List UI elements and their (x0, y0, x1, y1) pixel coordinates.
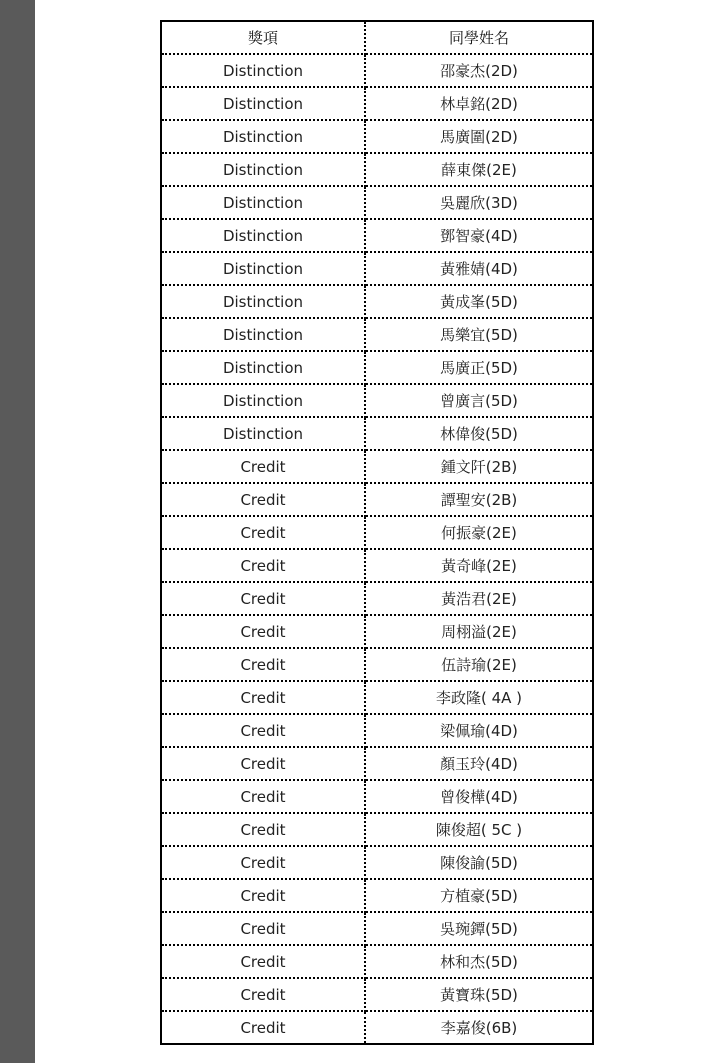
table-body (161, 54, 593, 1044)
student-name-cell: 顏玉玲(4D) (365, 747, 593, 780)
table-row (161, 1011, 593, 1044)
student-name-cell: 吳麗欣(3D) (365, 186, 593, 219)
table-row (161, 714, 593, 747)
table-row (161, 87, 593, 120)
left-sidebar-bar (0, 0, 35, 1063)
student-name-cell: 何振豪(2E) (365, 516, 593, 549)
table-row (161, 615, 593, 648)
student-name-cell: 鍾文阡(2B) (365, 450, 593, 483)
student-name-cell: 曾廣言(5D) (365, 384, 593, 417)
table-row (161, 879, 593, 912)
student-name-cell: 譚聖安(2B) (365, 483, 593, 516)
table-row (161, 219, 593, 252)
award-table (160, 20, 594, 1045)
header-award: 獎項 (161, 21, 365, 54)
award-cell: Credit (161, 681, 365, 714)
student-name-cell: 馬樂宜(5D) (365, 318, 593, 351)
table-row (161, 483, 593, 516)
award-cell: Credit (161, 747, 365, 780)
table-row (161, 285, 593, 318)
award-cell: Credit (161, 780, 365, 813)
award-cell: Distinction (161, 153, 365, 186)
table-row (161, 582, 593, 615)
table-row (161, 648, 593, 681)
table-row (161, 417, 593, 450)
table-row (161, 912, 593, 945)
student-name-cell: 邵豪杰(2D) (365, 54, 593, 87)
award-cell: Distinction (161, 351, 365, 384)
student-name-cell: 黃成峯(5D) (365, 285, 593, 318)
table-row (161, 384, 593, 417)
award-cell: Credit (161, 912, 365, 945)
student-name-cell: 黃雅婧(4D) (365, 252, 593, 285)
award-cell: Credit (161, 813, 365, 846)
student-name-cell: 伍詩瑜(2E) (365, 648, 593, 681)
student-name-cell: 陳俊超( 5C ) (365, 813, 593, 846)
student-name-cell: 馬廣正(5D) (365, 351, 593, 384)
table-row (161, 450, 593, 483)
header-student-name: 同學姓名 (365, 21, 593, 54)
award-cell: Credit (161, 714, 365, 747)
award-cell: Credit (161, 879, 365, 912)
table-row (161, 54, 593, 87)
table-header-row (161, 21, 593, 54)
table-row (161, 252, 593, 285)
student-name-cell: 林和杰(5D) (365, 945, 593, 978)
award-cell: Distinction (161, 252, 365, 285)
student-name-cell: 周栩溢(2E) (365, 615, 593, 648)
award-cell: Distinction (161, 318, 365, 351)
student-name-cell: 曾俊樺(4D) (365, 780, 593, 813)
table-row (161, 351, 593, 384)
student-name-cell: 李政隆( 4A ) (365, 681, 593, 714)
award-cell: Credit (161, 516, 365, 549)
table-row (161, 945, 593, 978)
award-cell: Distinction (161, 417, 365, 450)
student-name-cell: 馬廣圍(2D) (365, 120, 593, 153)
student-name-cell: 陳俊諭(5D) (365, 846, 593, 879)
student-name-cell: 鄧智豪(4D) (365, 219, 593, 252)
student-name-cell: 黃奇峰(2E) (365, 549, 593, 582)
award-cell: Credit (161, 945, 365, 978)
table-row (161, 813, 593, 846)
student-name-cell: 梁佩瑜(4D) (365, 714, 593, 747)
student-name-cell: 李嘉俊(6B) (440, 1019, 518, 1037)
table-row (161, 318, 593, 351)
student-name-cell: 黃寶珠(5D) (365, 978, 593, 1011)
student-name-cell: 薛東傑(2E) (365, 153, 593, 186)
student-name-cell: 吳琬鐔(5D) (365, 912, 593, 945)
student-name-cell: 方植豪(5D) (365, 879, 593, 912)
table-row (161, 846, 593, 879)
award-cell: Distinction (161, 120, 365, 153)
award-cell: Credit (161, 846, 365, 879)
award-cell: Distinction (161, 87, 365, 120)
table-row (161, 186, 593, 219)
table-row (161, 978, 593, 1011)
award-cell: Credit (161, 549, 365, 582)
award-cell: Credit (161, 615, 365, 648)
table-row (161, 681, 593, 714)
table-row (161, 516, 593, 549)
table-row (161, 549, 593, 582)
award-cell: Credit (161, 450, 365, 483)
table-row (161, 120, 593, 153)
award-cell: Distinction (161, 384, 365, 417)
award-cell: Credit (161, 978, 365, 1011)
student-name-cell: 林卓銘(2D) (365, 87, 593, 120)
table-row (161, 153, 593, 186)
student-name-cell: 林偉俊(5D) (365, 417, 593, 450)
award-cell: Credit (161, 648, 365, 681)
award-cell: Distinction (161, 54, 365, 87)
award-cell: Distinction (161, 219, 365, 252)
award-cell: Distinction (161, 285, 365, 318)
award-cell: Credit (161, 1011, 365, 1044)
table-row (161, 780, 593, 813)
award-cell: Credit (161, 582, 365, 615)
award-cell: Credit (161, 483, 365, 516)
student-name-cell: 黃浩君(2E) (365, 582, 593, 615)
award-cell: Distinction (161, 186, 365, 219)
table-row (161, 747, 593, 780)
